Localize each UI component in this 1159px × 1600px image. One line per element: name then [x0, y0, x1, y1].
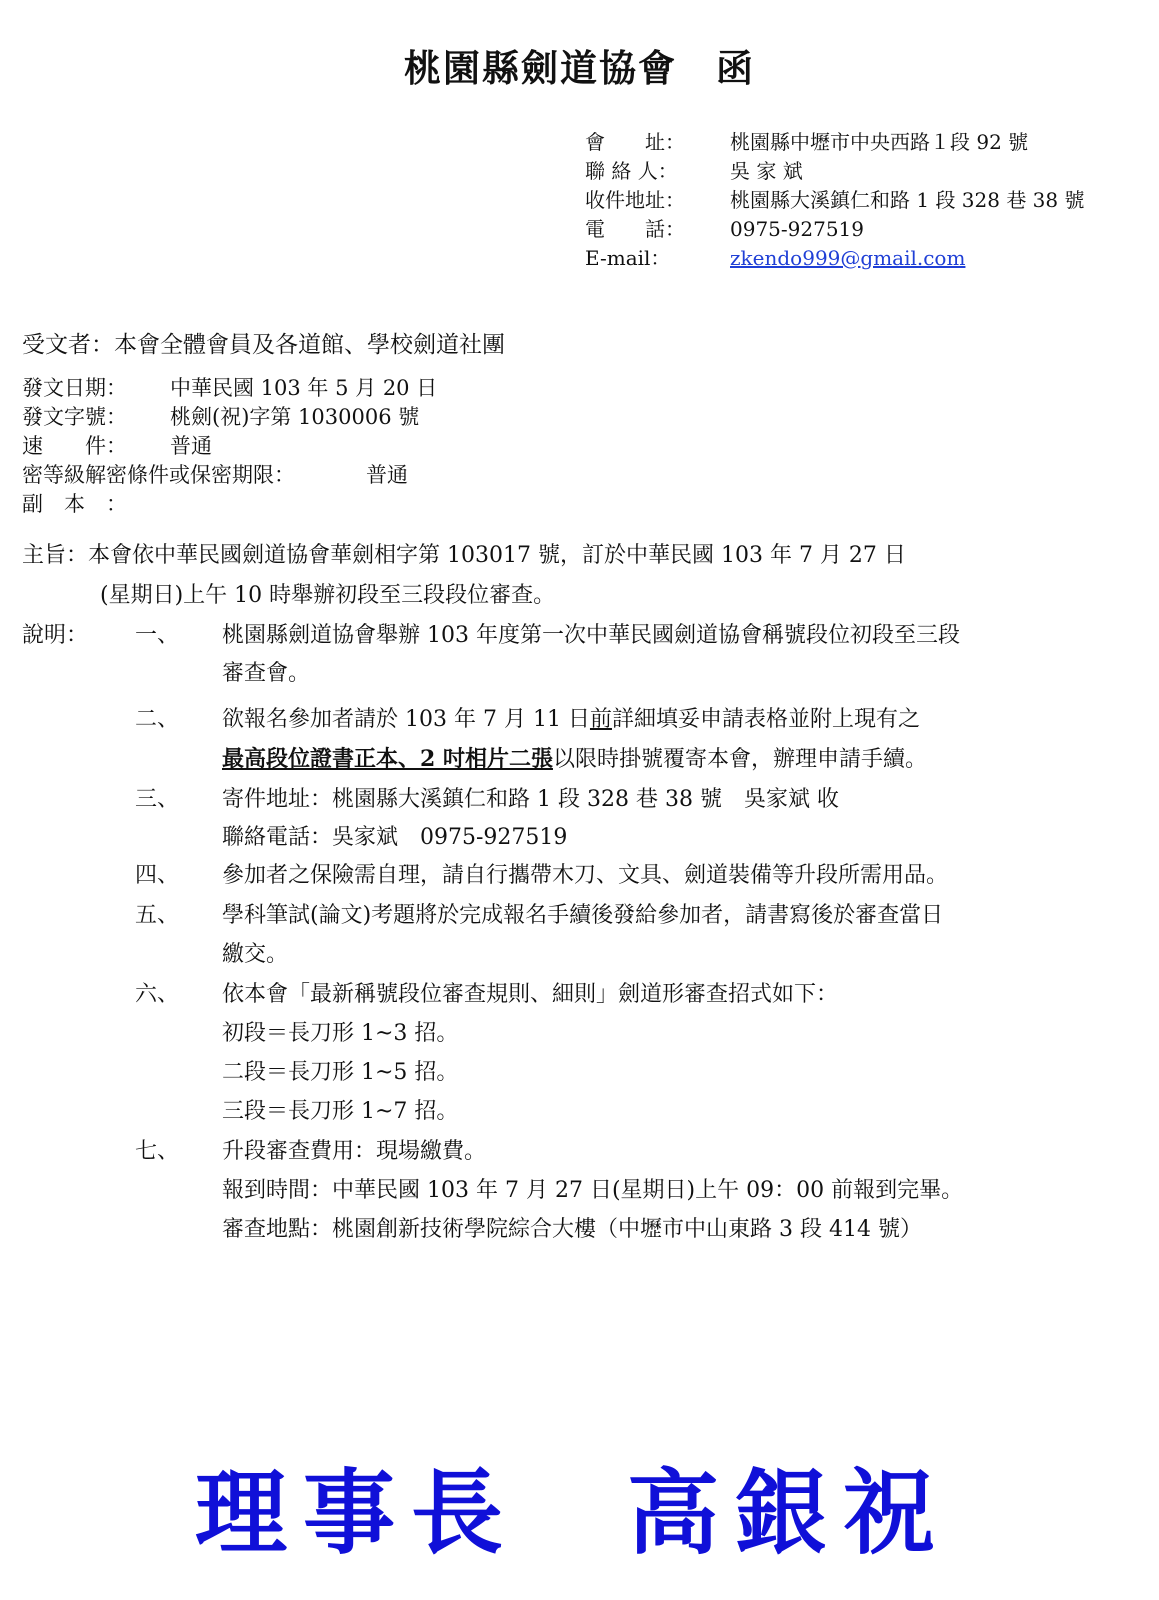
item-6-line-4: 三段＝長刀形 1~7 招。: [222, 1099, 459, 1124]
item-number-7: 七、: [135, 1139, 180, 1164]
address-row: [585, 128, 1028, 157]
contact-label: 聯 絡 人：: [585, 159, 678, 183]
item-6-line-2: 初段＝長刀形 1~3 招。: [222, 1021, 459, 1046]
contact-value: 吳 家 斌: [730, 159, 803, 183]
mail-address-label: 收件地址：: [585, 188, 685, 212]
subject-line-2: (星期日)上午 10 時舉辦初段至三段段位審查。: [100, 583, 556, 608]
doc-number-label: 發文字號：: [22, 405, 127, 429]
email-row: [585, 244, 965, 273]
mail-address-value: 桃園縣大溪鎮仁和路 1 段 328 巷 38 號: [730, 188, 1085, 212]
item-3-line-1: 寄件地址：桃園縣大溪鎮仁和路 1 段 328 巷 38 號 吳家斌 收: [222, 787, 839, 812]
item-2-text-end: 以限時掛號覆寄本會，辦理申請手續。: [552, 747, 927, 772]
speed-label: 速 件：: [22, 434, 127, 458]
item-number-3: 三、: [135, 787, 180, 812]
item-3-line-2: 聯絡電話：吳家斌 0975-927519: [222, 825, 568, 850]
item-1-line-1: 桃園縣劍道協會舉辦 103 年度第一次中華民國劍道協會稱號段位初段至三段: [222, 623, 960, 648]
copy-label: 副 本 ：: [22, 492, 127, 516]
chairman-signature: 理事長 高銀祝: [195, 1459, 952, 1567]
recipient: 受文者：本會全體會員及各道館、學校劍道社團: [22, 332, 505, 358]
item-number-4: 四、: [135, 863, 180, 888]
doc-number-value: 桃劍(祝)字第 1030006 號: [170, 405, 420, 429]
item-6-line-3: 二段＝長刀形 1~5 招。: [222, 1060, 459, 1085]
secret-value: 普通: [366, 463, 408, 487]
item-7-line-3: 審查地點：桃園創新技術學院綜合大樓（中壢市中山東路 3 段 414 號）: [222, 1217, 922, 1242]
phone-value: 0975-927519: [730, 217, 865, 241]
address-value: 桃園縣中壢市中央西路１段 92 號: [730, 130, 1029, 154]
item-number-5: 五、: [135, 903, 180, 928]
item-5-line-1: 學科筆試(論文)考題將於完成報名手續後發給參加者，請書寫後於審查當日: [222, 903, 944, 928]
item-4-line-1: 參加者之保險需自理，請自行攜帶木刀、文具、劍道裝備等升段所需用品。: [222, 863, 949, 888]
item-7-line-1: 升段審查費用：現場繳費。: [222, 1139, 487, 1164]
email-label: E-mail：: [585, 246, 671, 270]
copy-row: [22, 488, 127, 518]
address-label: 會 址：: [585, 130, 685, 154]
mail-address-row: [585, 186, 1085, 215]
item-2-required-docs: 最高段位證書正本、2 吋相片二張: [222, 746, 553, 772]
issue-date-label: 發文日期：: [22, 376, 127, 400]
issue-date-value: 中華民國 103 年 5 月 20 日: [170, 376, 438, 400]
description-label: 說明：: [22, 623, 89, 648]
secret-label: 密等級解密條件或保密期限：: [22, 463, 295, 487]
phone-row: [585, 215, 864, 244]
item-7-line-2: 報到時間：中華民國 103 年 7 月 27 日(星期日)上午 09：00 前報到完畢。: [222, 1178, 964, 1203]
item-2-text-pre: 欲報名參加者請於 103 年 7 月 11 日: [222, 707, 590, 732]
speed-value: 普通: [170, 434, 212, 458]
item-2-deadline-underlined: 前: [589, 707, 612, 732]
item-6-line-1: 依本會「最新稱號段位審查規則、細則」劍道形審查招式如下：: [222, 982, 839, 1007]
phone-label: 電 話：: [585, 217, 685, 241]
subject-line-1: 主旨：本會依中華民國劍道協會華劍相字第 103017 號，訂於中華民國 103 年 7 月 27 日: [22, 543, 906, 568]
item-number-6: 六、: [135, 982, 180, 1007]
item-2-line-1: [222, 702, 920, 733]
item-1-line-2: 審查會。: [222, 661, 311, 686]
item-number-2: 二、: [135, 707, 180, 732]
item-2-text-post: 詳細填妥申請表格並附上現有之: [611, 707, 920, 732]
doc-number-row: [22, 401, 419, 431]
item-5-line-2: 繳交。: [222, 942, 289, 967]
contact-row: [585, 157, 803, 186]
item-number-1: 一、: [135, 623, 180, 648]
secret-row: [22, 459, 408, 489]
speed-row: [22, 430, 212, 460]
issue-date-row: [22, 372, 437, 402]
item-2-line-2: [222, 742, 927, 773]
email-link[interactable]: zkendo999@gmail.com: [730, 246, 966, 270]
document-title: 桃園縣劍道協會 函: [404, 46, 755, 90]
